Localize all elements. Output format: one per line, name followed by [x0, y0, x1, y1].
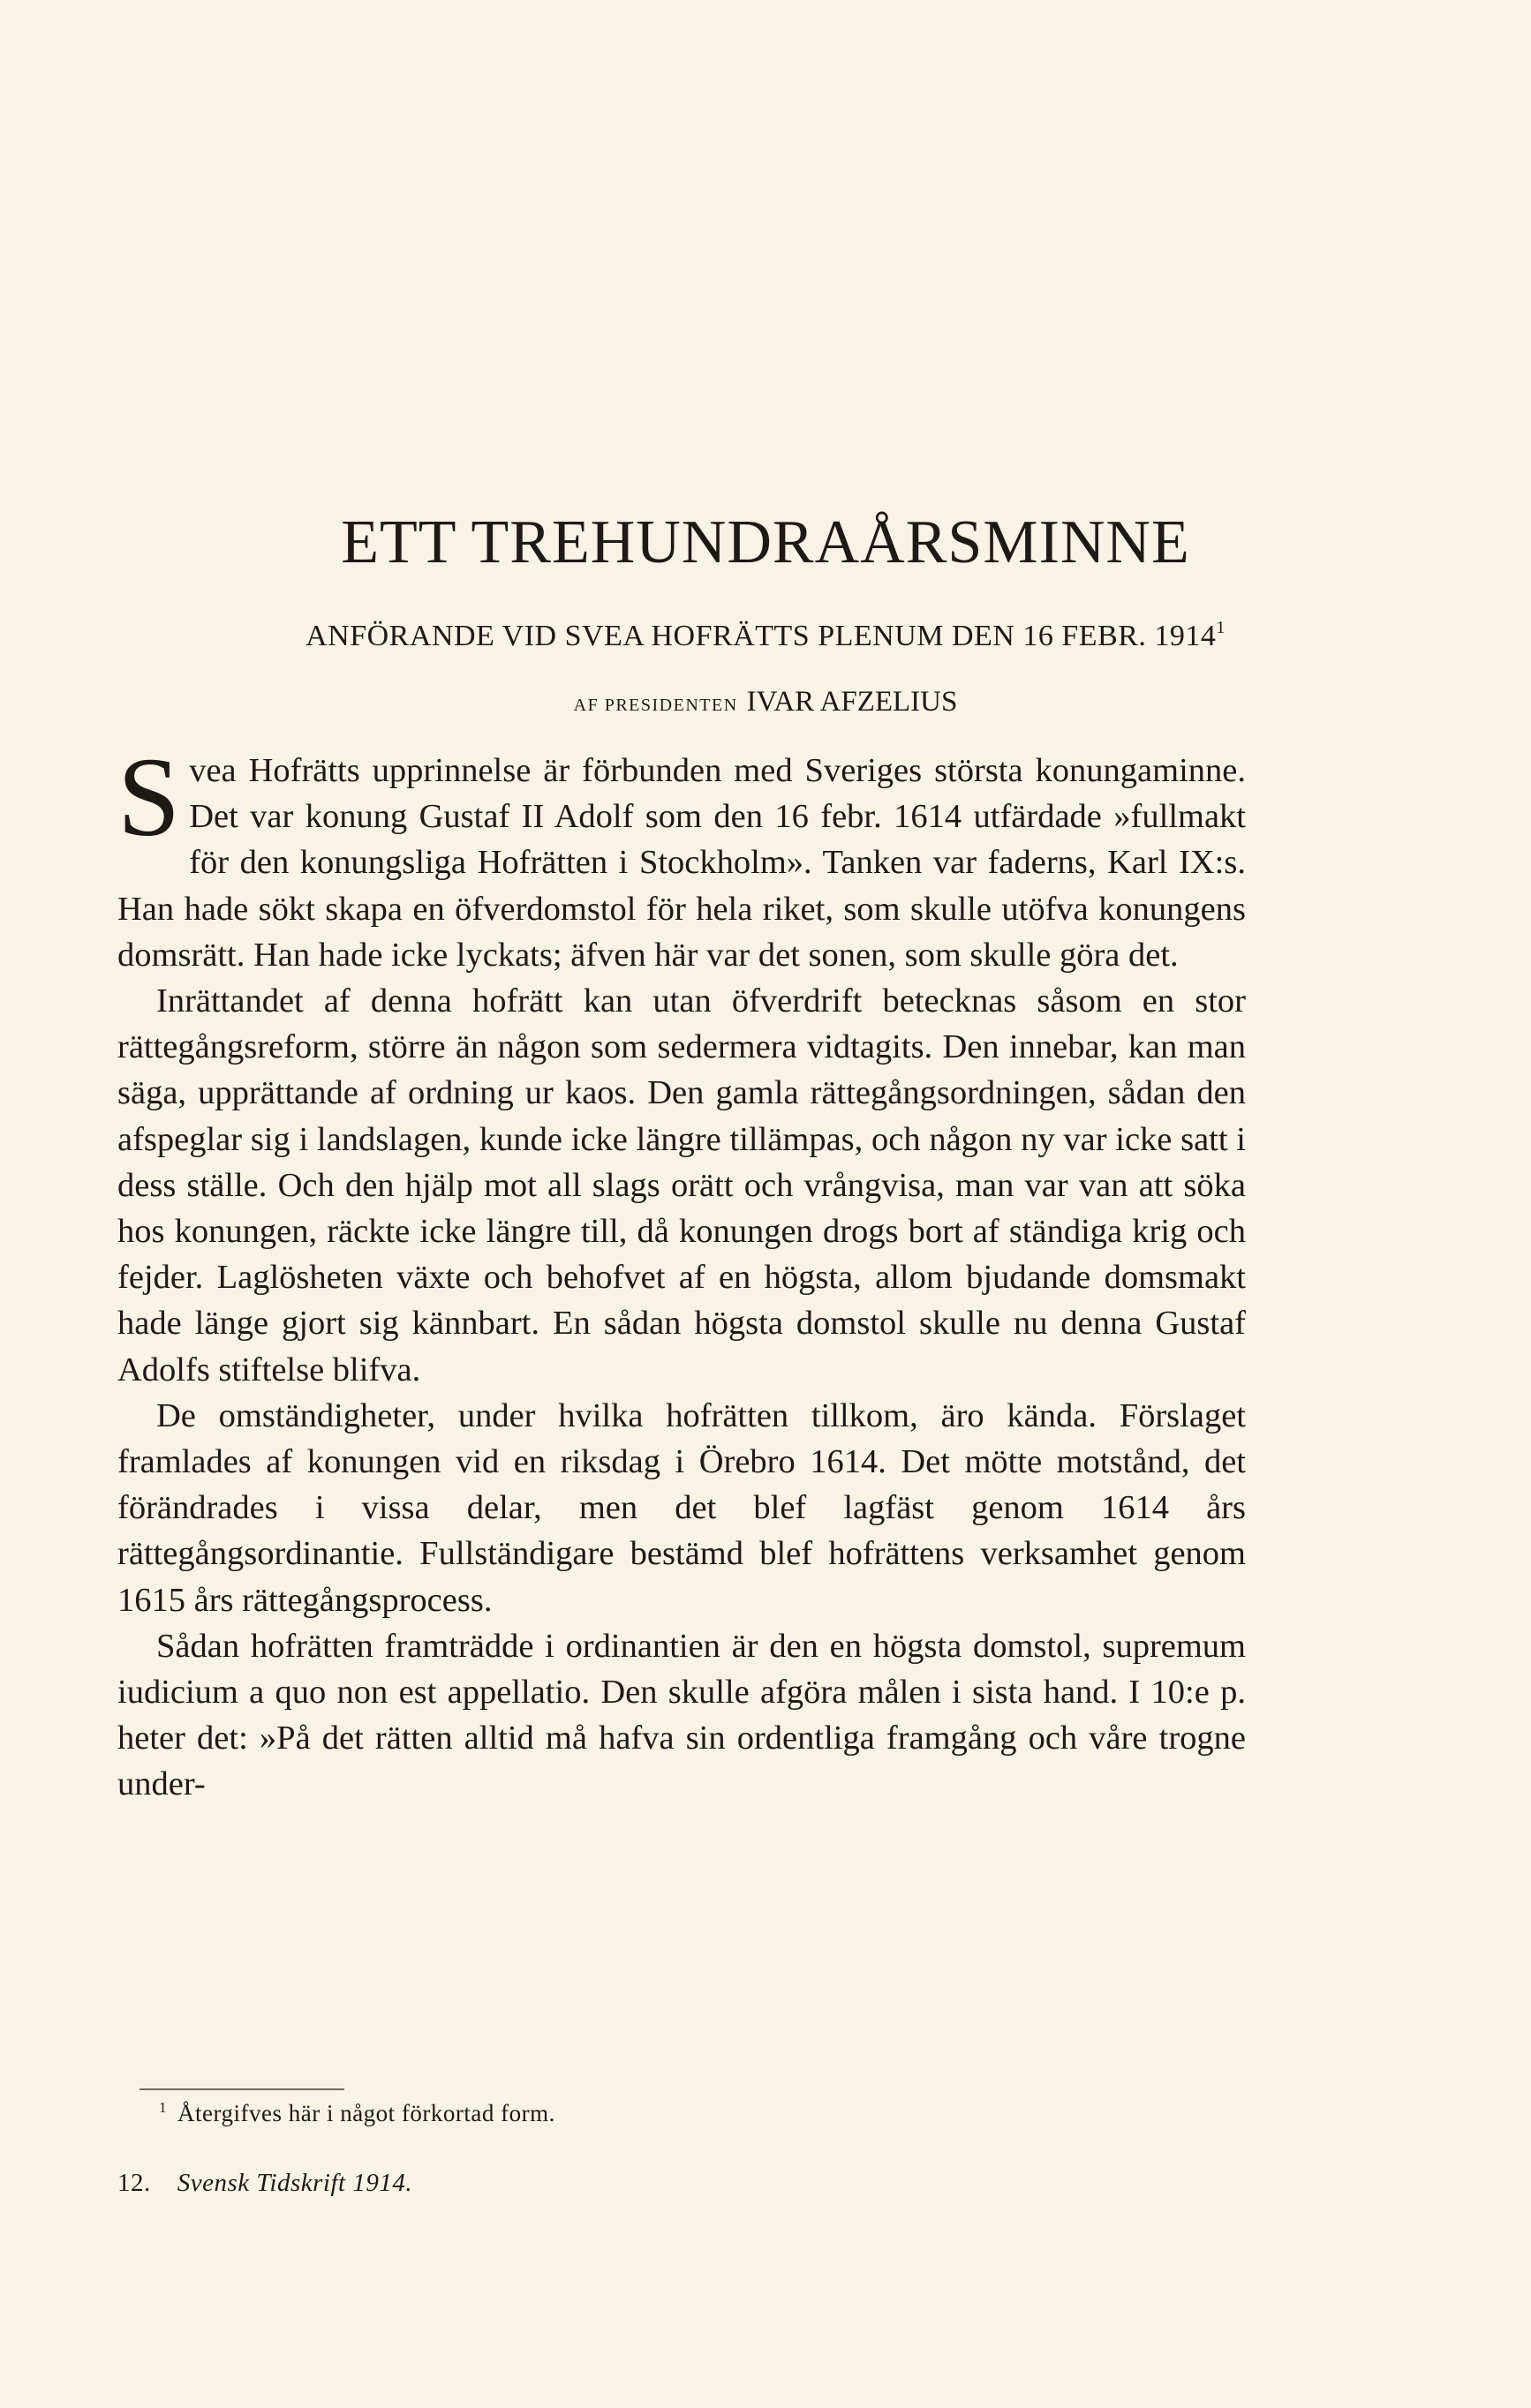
page-signature — [117, 2169, 412, 2198]
subtitle-text: ANFÖRANDE VID SVEA HOFRÄTTS PLENUM DEN 16 FEBR. 1914 — [305, 620, 1217, 652]
footnote-reference: 1 — [1216, 618, 1226, 637]
footnote-marker: 1 — [159, 2099, 167, 2116]
article-subtitle — [0, 618, 1531, 653]
article-body — [117, 734, 1246, 1808]
footnote-divider — [140, 2088, 344, 2090]
journal-name: Svensk Tidskrift 1914. — [177, 2169, 413, 2197]
paragraph: Inrättandet af denna hofrätt kan utan öfverdrift betecknas såsom en stor rättegångsreform, större än någon som sedermera vidtagits. Den innebar, kan man säga, upprättande af ordning ur kaos. Den gamla rättegångsordningen, sådan den afspeglar sig i landslagen, kunde icke längre tillämpas, och någon ny var icke satt i dess ställe. Och den hjälp mot all slags orätt och vrångvisa, man var van att söka hos konungen, räckte icke längre till, då konungen drogs bort af ständiga krig och fejder. Laglösheten växte och behofvet af en högsta, allom bjudande domsmakt hade länge gjort sig kännbart. En sådan högsta domstol skulle nu denna Gustaf Adolfs stiftelse blifva. — [117, 982, 1246, 1388]
paragraph — [117, 734, 1246, 978]
paragraph-text: vea Hofrätts upprinnelse är förbunden med Sveriges största konungaminne. Det var konung Gustaf II Adolf som den 16 febr. 1614 utfärdade »fullmakt för den konungsliga Hofrätten i Stockholm». Tanken var faderns, Karl IX:s. Han hade sökt skapa en öfverdomstol för hela riket, som skulle utöfva konungens domsrätt. Han hade icke lyckats; äfven här var det sonen, som skulle göra det. — [117, 752, 1246, 974]
paragraph: De omständigheter, under hvilka hofrätten tillkom, äro kända. Förslaget framlades af konungen vid en riksdag i Örebro 1614. Det mötte motstånd, det förändrades i vissa delar, men det blef lagfäst genom 1614 års rättegångsordinantie. Fullständigare bestämd blef hofrättens verksamhet genom 1615 års rättegångsprocess. — [117, 1396, 1246, 1619]
footnote — [159, 2099, 555, 2127]
signature-number: 12. — [117, 2169, 151, 2197]
drop-cap: S — [117, 734, 181, 860]
author-name: IVAR AFZELIUS — [746, 686, 958, 718]
author-prefix: AF PRESIDENTEN — [573, 696, 738, 715]
author-line — [0, 686, 1531, 719]
article-title: ETT TREHUNDRAÅRSMINNE — [341, 508, 1190, 576]
footnote-text: Återgifves här i något förkortad form. — [177, 2100, 555, 2126]
paragraph: Sådan hofrätten framträdde i ordinantien är den en högsta domstol, supremum iudicium a quo non est appellatio. Den skulle afgöra målen i sista hand. I 10:e p. heter det: »På det rätten alltid må hafva sin ordentliga framgång och våre trogne under- — [117, 1627, 1246, 1803]
